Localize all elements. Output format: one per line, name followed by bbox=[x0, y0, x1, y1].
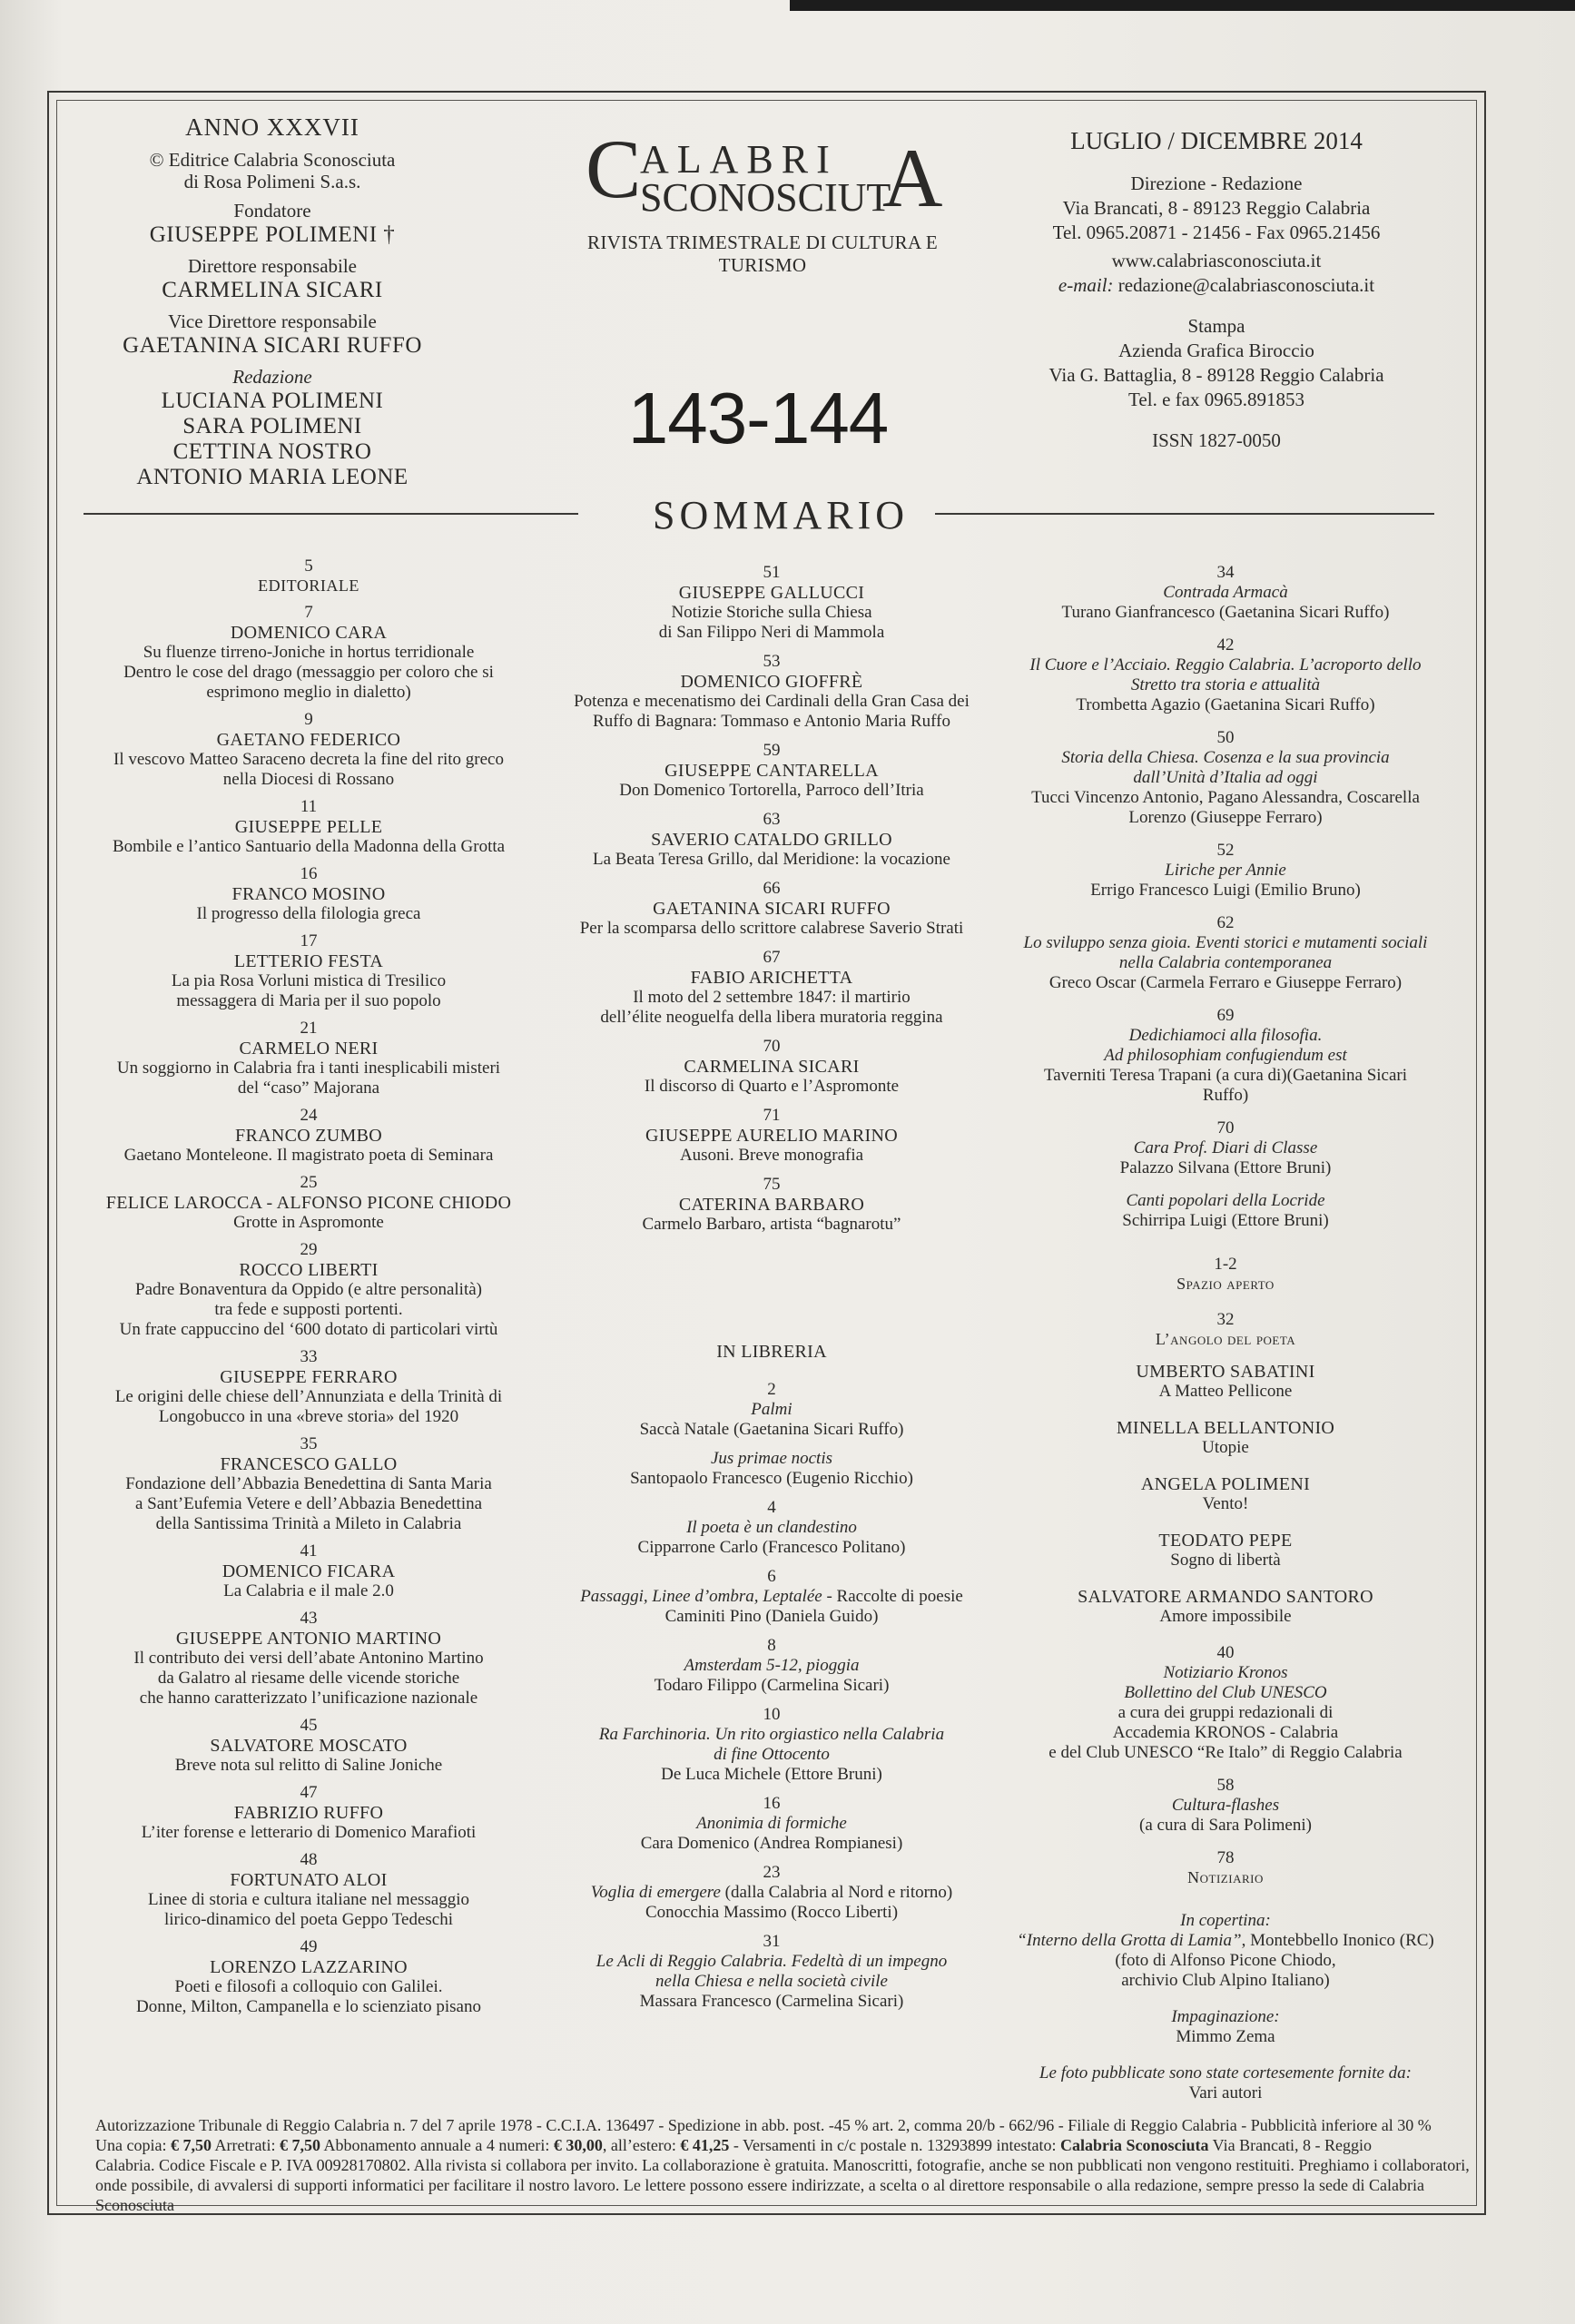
book-title-line bbox=[536, 1814, 1008, 1834]
article-title: Don Domenico Tortorella, Parroco dell’Itria bbox=[619, 781, 924, 800]
page-number: 53 bbox=[763, 652, 781, 671]
layout-credit bbox=[989, 2007, 1462, 2047]
article-entry bbox=[73, 931, 545, 1011]
book-title-line bbox=[536, 1400, 1008, 1420]
book-review-entry bbox=[536, 1932, 1008, 2012]
page-number: 24 bbox=[300, 1106, 318, 1125]
book-title: Le Acli di Reggio Calabria. Fedeltà di un impegno nella Chiesa e nella società civile bbox=[596, 1952, 948, 1991]
page-number: 31 bbox=[763, 1932, 781, 1951]
page-number: 63 bbox=[763, 810, 781, 829]
cover-credit bbox=[989, 1911, 1462, 1991]
printer-phone: Tel. e fax 0965.891853 bbox=[1128, 389, 1304, 410]
page-number: 78 bbox=[1216, 1848, 1235, 1867]
article-author: GIUSEPPE PELLE bbox=[234, 817, 383, 837]
section-title: L’angolo del poeta bbox=[1155, 1330, 1296, 1348]
poem-author: ANGELA POLIMENI bbox=[1140, 1474, 1311, 1494]
article-title: Il progresso della filologia greca bbox=[196, 904, 421, 923]
article-author: GAETANINA SICARI RUFFO bbox=[653, 899, 891, 919]
layout-name: Mimmo Zema bbox=[1176, 2027, 1275, 2046]
poem-title: Sogno di libertà bbox=[1170, 1551, 1281, 1570]
article-entry bbox=[73, 1173, 545, 1233]
payment-text: - Versamenti in c/c postale n. 13293899 intestato: bbox=[729, 2136, 1060, 2154]
article-title: Notizie Storiche sulla Chiesa di San Filippo Neri di Mammola bbox=[658, 603, 885, 642]
page-number: 21 bbox=[300, 1019, 318, 1038]
page-number: 51 bbox=[763, 563, 781, 582]
article-author: SAVERIO CATALDO GRILLO bbox=[651, 830, 892, 850]
book-title: Palmi bbox=[751, 1400, 792, 1419]
article-entry bbox=[73, 1850, 545, 1930]
book-review-author: Greco Oscar (Carmela Ferraro e Giuseppe Ferraro) bbox=[1048, 973, 1403, 992]
section-body: (a cura di Sara Polimeni) bbox=[1139, 1816, 1312, 1835]
book-title-line bbox=[536, 1952, 1008, 1992]
article-entry bbox=[73, 1541, 545, 1601]
poem-entry bbox=[989, 1587, 1462, 1627]
book-review-author: Palazzo Silvana (Ettore Bruni) bbox=[1119, 1158, 1332, 1177]
poem-author: MINELLA BELLANTONIO bbox=[1116, 1418, 1335, 1438]
photo-credit-label: Le foto pubblicate sono state cortesemente fornite da: bbox=[1039, 2063, 1412, 2083]
book-title: Lo sviluppo senza gioia. Eventi storici e mutamenti sociali nella Calabria contemporanea bbox=[1023, 933, 1428, 972]
book-title-line bbox=[536, 1449, 1008, 1469]
article-entry bbox=[536, 741, 1008, 801]
article-entry bbox=[73, 1783, 545, 1843]
page-number: 71 bbox=[763, 1106, 781, 1125]
book-review-author: Caminiti Pino (Daniela Guido) bbox=[664, 1607, 879, 1626]
cover-caption-title: “Interno della Grotta di Lamia” bbox=[1017, 1931, 1242, 1950]
article-author: LORENZO LAZZARINO bbox=[210, 1957, 408, 1977]
book-title: Contrada Armacà bbox=[1163, 583, 1288, 602]
article-entry bbox=[73, 1716, 545, 1776]
colophon bbox=[95, 2115, 1484, 2215]
price-single: € 7,50 bbox=[170, 2136, 212, 2154]
cover-caption-place: , Montebbello Inonico (RC) bbox=[1241, 1931, 1434, 1950]
article-entry bbox=[73, 1019, 545, 1098]
kronos-section bbox=[989, 1643, 1462, 1763]
article-entry bbox=[536, 810, 1008, 870]
article-title: Il moto del 2 settembre 1847: il martirio dell’élite neoguelfa della libera muratoria reggina bbox=[600, 988, 943, 1027]
page-number: 16 bbox=[300, 864, 318, 883]
contents-column-3 bbox=[989, 563, 1462, 2103]
book-title: Passaggi, Linee d’ombra, Leptalée bbox=[580, 1587, 822, 1606]
account-holder: Calabria Sconosciuta bbox=[1059, 2136, 1209, 2154]
page-number: 11 bbox=[300, 797, 318, 816]
book-review-entry bbox=[536, 1794, 1008, 1854]
article-author: GIUSEPPE CANTARELLA bbox=[664, 761, 879, 781]
article-author: GIUSEPPE AURELIO MARINO bbox=[645, 1126, 899, 1146]
book-review-entry bbox=[989, 635, 1462, 715]
book-title-line bbox=[536, 1725, 1008, 1765]
section-subtitle: Bollettino del Club UNESCO bbox=[1124, 1683, 1327, 1702]
page-number: 10 bbox=[763, 1705, 781, 1724]
divider-right bbox=[935, 513, 1434, 515]
article-title: Carmelo Barbaro, artista “bagnarotu” bbox=[642, 1215, 901, 1234]
poets-corner-section bbox=[989, 1310, 1462, 1349]
print-label: Stampa bbox=[1187, 315, 1245, 337]
poem-title: Amore impossibile bbox=[1159, 1607, 1292, 1626]
book-review-author: Tucci Vincenzo Antonio, Pagano Alessandra, Coscarella Lorenzo (Giuseppe Ferraro) bbox=[1031, 788, 1420, 827]
poem-entry bbox=[989, 1474, 1462, 1514]
article-title: Su fluenze tirreno-Joniche in hortus terridionale Dentro le cose del drago (messaggio per coloro che si esprimono meglio in dialetto) bbox=[123, 643, 494, 702]
page-number: 66 bbox=[763, 879, 781, 898]
page-number: 5 bbox=[304, 556, 313, 576]
book-review-entry bbox=[989, 841, 1462, 901]
article-title: Il contributo dei versi dell’abate Antonino Martino da Galatro al riesame delle vicende storiche che hanno caratterizzato l’unificazione nazionale bbox=[133, 1649, 484, 1708]
logo-letter-c: C bbox=[586, 123, 642, 215]
price-subscription: € 30,00 bbox=[553, 2136, 603, 2154]
article-title: Le origini delle chiese dell’Annunziata e della Trinità di Longobucco in una «breve storia» del 1920 bbox=[114, 1387, 503, 1426]
staff-member: LUCIANA POLIMENI bbox=[161, 389, 384, 413]
article-author: FABRIZIO RUFFO bbox=[233, 1803, 384, 1823]
book-title: Storia della Chiesa. Cosenza e la sua provincia dall’Unità d’Italia ad oggi bbox=[1061, 748, 1390, 787]
holder-address: Via Brancati, 8 - Reggio bbox=[1208, 2136, 1373, 2154]
contents-column-2 bbox=[536, 563, 1008, 1244]
page-number: 70 bbox=[1216, 1118, 1235, 1137]
price-label: Una copia: bbox=[95, 2136, 171, 2154]
photo-credit bbox=[989, 2063, 1462, 2103]
vice-director-label: Vice Direttore responsabile bbox=[168, 310, 377, 332]
director-label: Direttore responsabile bbox=[187, 255, 358, 277]
poem-author: SALVATORE ARMANDO SANTORO bbox=[1078, 1587, 1373, 1607]
book-title: Ra Farchinoria. Un rito orgiastico nella Calabria di fine Ottocento bbox=[598, 1725, 945, 1764]
article-title: Il discorso di Quarto e l’Aspromonte bbox=[644, 1077, 900, 1096]
page-number: 8 bbox=[767, 1636, 776, 1655]
page-number: 69 bbox=[1216, 1006, 1235, 1025]
book-title: Dedichiamoci alla filosofia. Ad philosophiam confugiendum est bbox=[1104, 1026, 1347, 1065]
news-section bbox=[989, 1848, 1462, 1887]
article-title: Linee di storia e cultura italiane nel messaggio lirico-dinamico del poeta Geppo Tedeschi bbox=[147, 1890, 469, 1929]
back-issue-label: Arretrati: bbox=[211, 2136, 280, 2154]
book-title: Anonimia di formiche bbox=[696, 1814, 847, 1833]
article-author: GAETANO FEDERICO bbox=[216, 730, 401, 750]
book-title-line bbox=[536, 1656, 1008, 1676]
staff-member: ANTONIO MARIA LEONE bbox=[136, 465, 409, 489]
staff-member: CETTINA NOSTRO bbox=[172, 439, 372, 464]
issn: ISSN 1827-0050 bbox=[1152, 429, 1281, 451]
article-title: L’iter forense e letterario di Domenico Marafioti bbox=[141, 1823, 477, 1842]
page-number: 48 bbox=[300, 1850, 318, 1869]
article-entry bbox=[73, 864, 545, 924]
book-review-author: Schirripa Luigi (Ettore Bruni) bbox=[1122, 1211, 1329, 1230]
page-edge-shadow bbox=[790, 0, 1575, 11]
book-review-author: Saccà Natale (Gaetanina Sicari Ruffo) bbox=[639, 1420, 904, 1439]
book-title-line bbox=[536, 1587, 1008, 1607]
article-author: SALVATORE MOSCATO bbox=[210, 1736, 408, 1756]
article-title: Per la scomparsa dello scrittore calabrese Saverio Strati bbox=[579, 919, 964, 938]
book-review-entry bbox=[536, 1863, 1008, 1923]
colophon-line-1: Autorizzazione Tribunale di Reggio Calabria n. 7 del 7 aprile 1978 - C.C.I.A. 136497 - Spedizione in abb. post. -45 % art. 2, comma 20/b - 662/96 - Filiale di Reggio Calabria - Pubblicità inferiore al 30 % bbox=[95, 2116, 1432, 2134]
book-title-suffix: (dalla Calabria al Nord e ritorno) bbox=[720, 1883, 953, 1902]
book-review-entry bbox=[536, 1449, 1008, 1489]
book-review-author: De Luca Michele (Ettore Bruni) bbox=[661, 1765, 882, 1784]
page-number: 41 bbox=[300, 1541, 318, 1561]
article-title: Ausoni. Breve monografia bbox=[679, 1146, 864, 1165]
vice-director-name: GAETANINA SICARI RUFFO bbox=[123, 333, 422, 358]
poem-entry bbox=[989, 1362, 1462, 1402]
page-number: 7 bbox=[304, 603, 313, 622]
editorial-phone: Tel. 0965.20871 - 21456 - Fax 0965.21456 bbox=[1052, 222, 1381, 243]
poem-author: TEODATO PEPE bbox=[1158, 1531, 1293, 1551]
book-title: Jus primae noctis bbox=[710, 1449, 833, 1468]
issue-date: LUGLIO / DICEMBRE 2014 bbox=[1070, 127, 1363, 154]
book-review-author: Cara Domenico (Andrea Rompianesi) bbox=[640, 1834, 903, 1853]
page-number: 40 bbox=[1216, 1643, 1235, 1662]
article-entry bbox=[73, 1240, 545, 1340]
article-author: CATERINA BARBARO bbox=[678, 1195, 865, 1215]
article-entry bbox=[73, 603, 545, 703]
article-title: Poeti e filosofi a colloquio con Galilei. Donne, Milton, Campanella e lo scienziato pisano bbox=[136, 1977, 481, 2016]
book-title: Voglia di emergere bbox=[590, 1883, 721, 1902]
book-review-entry bbox=[989, 913, 1462, 993]
publisher-line-1: © Editrice Calabria Sconosciuta bbox=[149, 149, 396, 171]
poem-title: Utopie bbox=[1202, 1438, 1249, 1457]
article-title: Un soggiorno in Calabria fra i tanti inesplicabili misteri del “caso” Majorana bbox=[116, 1059, 501, 1098]
book-title-line bbox=[536, 1883, 1008, 1903]
staff-member: SARA POLIMENI bbox=[182, 414, 362, 438]
article-title: Padre Bonaventura da Oppido (e altre personalità) tra fede e supposti portenti. Un frate cappuccino del ‘600 dotato di particolari virtù bbox=[119, 1280, 498, 1339]
page-number: 1-2 bbox=[1214, 1255, 1237, 1274]
article-entry bbox=[536, 879, 1008, 939]
poem-entry bbox=[989, 1418, 1462, 1458]
founder-name: GIUSEPPE POLIMENI † bbox=[149, 222, 396, 247]
magazine-logo bbox=[563, 123, 971, 245]
article-author: GIUSEPPE GALLUCCI bbox=[678, 583, 865, 603]
article-author: FABIO ARICHETTA bbox=[690, 968, 853, 988]
layout-label: Impaginazione: bbox=[1171, 2007, 1280, 2026]
article-author: CARMELO NERI bbox=[239, 1039, 379, 1059]
logo-word-sconosciut: SCONOSCIUT bbox=[640, 175, 891, 220]
books-column bbox=[536, 1380, 1008, 2021]
book-review-author: Massara Francesco (Carmelina Sicari) bbox=[639, 1992, 904, 2011]
logo-word-alabri: ALABRI bbox=[640, 137, 838, 182]
volume-year: ANNO XXXVII bbox=[185, 113, 359, 141]
article-author: DOMENICO CARA bbox=[230, 623, 388, 643]
divider-left bbox=[84, 513, 578, 515]
price-back-issue: € 7,50 bbox=[279, 2136, 320, 2154]
article-title: Il vescovo Matteo Saraceno decreta la fine del rito greco nella Diocesi di Rossano bbox=[113, 750, 504, 789]
book-review-author: Taverniti Teresa Trapani (a cura di)(Gaetanina Sicari Ruffo) bbox=[1043, 1066, 1408, 1105]
book-review-entry bbox=[536, 1705, 1008, 1785]
article-entry bbox=[536, 948, 1008, 1028]
colophon-line-2 bbox=[95, 2135, 1484, 2155]
poem-author: UMBERTO SABATINI bbox=[1136, 1362, 1315, 1382]
page-number: 6 bbox=[767, 1567, 776, 1586]
section-body: a cura dei gruppi redazionali di Accademia KRONOS - Calabria e del Club UNESCO “Re Italo” di Reggio Calabria bbox=[1048, 1703, 1403, 1762]
subscription-label: Abbonamento annuale a 4 numeri: bbox=[320, 2136, 554, 2154]
book-review-entry bbox=[989, 1118, 1462, 1178]
book-review-entry bbox=[536, 1380, 1008, 1440]
article-author: FELICE LAROCCA - ALFONSO PICONE CHIODO bbox=[105, 1193, 512, 1213]
cover-caption bbox=[989, 1931, 1462, 1951]
page-number: 75 bbox=[763, 1175, 781, 1194]
book-review-author: Todaro Filippo (Carmelina Sicari) bbox=[654, 1676, 890, 1695]
book-review-entry bbox=[536, 1498, 1008, 1558]
masthead-left bbox=[82, 113, 463, 490]
book-review-author: Cipparrone Carlo (Francesco Politano) bbox=[637, 1538, 906, 1557]
open-space-section bbox=[989, 1255, 1462, 1294]
flashes-section bbox=[989, 1776, 1462, 1836]
section-title: EDITORIALE bbox=[258, 576, 359, 595]
book-review-entry bbox=[989, 1006, 1462, 1106]
poem-title: Vento! bbox=[1202, 1494, 1249, 1513]
article-author: DOMENICO GIOFFRÈ bbox=[680, 672, 863, 692]
page-number: 32 bbox=[1216, 1310, 1235, 1329]
article-entry bbox=[536, 563, 1008, 643]
article-title: Grotte in Aspromonte bbox=[233, 1213, 384, 1232]
article-title: Gaetano Monteleone. Il magistrato poeta di Seminara bbox=[123, 1146, 494, 1165]
cover-label: In copertina: bbox=[1180, 1911, 1271, 1930]
article-entry bbox=[536, 1037, 1008, 1097]
book-review-author: Trombetta Agazio (Gaetanina Sicari Ruffo) bbox=[1076, 695, 1375, 714]
book-review-author: Errigo Francesco Luigi (Emilio Bruno) bbox=[1090, 881, 1361, 900]
masthead-right bbox=[1035, 127, 1398, 453]
photo-credit-name: Vari autori bbox=[1188, 2083, 1263, 2102]
article-entry bbox=[73, 1937, 545, 2017]
page-number: 23 bbox=[763, 1863, 781, 1882]
book-review-entry bbox=[536, 1567, 1008, 1627]
page-number: 34 bbox=[1216, 563, 1235, 582]
article-title: La Beata Teresa Grillo, dal Meridione: la vocazione bbox=[593, 850, 950, 869]
page-number: 25 bbox=[300, 1173, 318, 1192]
article-author: CARMELINA SICARI bbox=[684, 1057, 860, 1077]
article-title: La pia Rosa Vorluni mistica di Tresilico messaggera di Maria per il suo popolo bbox=[171, 971, 447, 1010]
page-number: 35 bbox=[300, 1434, 318, 1453]
page-number: 43 bbox=[300, 1609, 318, 1628]
book-review-entry bbox=[989, 563, 1462, 623]
page-number: 70 bbox=[763, 1037, 781, 1056]
book-review-author: Santopaolo Francesco (Eugenio Ricchio) bbox=[630, 1469, 913, 1488]
printer-name: Azienda Grafica Biroccio bbox=[1118, 340, 1314, 361]
page-number: 62 bbox=[1216, 913, 1235, 932]
article-entry bbox=[73, 556, 545, 596]
logo-letter-a: A bbox=[882, 132, 943, 224]
book-title: Cara Prof. Diari di Classe bbox=[1133, 1138, 1318, 1157]
book-title: Il Cuore e l’Acciaio. Reggio Calabria. L’acroporto dello Stretto tra storia e attualità bbox=[1029, 655, 1422, 694]
page-number: 49 bbox=[300, 1937, 318, 1956]
page-number: 59 bbox=[763, 741, 781, 760]
printer-address: Via G. Battaglia, 8 - 89128 Reggio Calabria bbox=[1048, 364, 1384, 386]
books-section-heading bbox=[536, 1342, 1008, 1362]
page-number: 58 bbox=[1216, 1776, 1235, 1795]
publisher-line-2: di Rosa Polimeni S.a.s. bbox=[183, 171, 361, 192]
page-number: 9 bbox=[304, 710, 313, 729]
email-line bbox=[1035, 273, 1398, 298]
article-author: FRANCO MOSINO bbox=[231, 884, 386, 904]
book-title: Canti popolari della Locride bbox=[1126, 1191, 1325, 1210]
abroad-label: , all’estero: bbox=[602, 2136, 681, 2154]
book-review-author: Turano Gianfrancesco (Gaetanina Sicari Ruffo) bbox=[1061, 603, 1390, 622]
page-number: 45 bbox=[300, 1716, 318, 1735]
page-number: 4 bbox=[767, 1498, 776, 1517]
contents-column-1 bbox=[73, 556, 545, 2024]
article-entry bbox=[73, 710, 545, 790]
article-title: Fondazione dell’Abbazia Benedettina di Santa Maria a Sant’Eufemia Vetere e dell’Abbazia Benedettina della Santissima Trinità a Mileto in Calabria bbox=[125, 1474, 492, 1533]
editorial-label: Direzione - Redazione bbox=[1130, 172, 1303, 194]
article-entry bbox=[73, 1347, 545, 1427]
book-title-suffix: - Raccolte di poesie bbox=[822, 1587, 963, 1606]
page-number: 47 bbox=[300, 1783, 318, 1802]
colophon-line-4: onde possibile, di avvalersi di supporti informatici per facilitare il nostro lavoro. Le lettere possono essere indirizzate, a scelta o al direttore responsabile o alla redazione, sempre presso la sede di Calabria Sconosciuta bbox=[95, 2176, 1424, 2214]
book-title: Liriche per Annie bbox=[1165, 861, 1286, 880]
page-number: 67 bbox=[763, 948, 781, 967]
section-title: Spazio aperto bbox=[1176, 1275, 1275, 1293]
article-author: ROCCO LIBERTI bbox=[239, 1260, 379, 1280]
page-number: 29 bbox=[300, 1240, 318, 1259]
email-address: redazione@calabriasconosciuta.it bbox=[1117, 274, 1375, 296]
article-entry bbox=[536, 652, 1008, 732]
page-number: 2 bbox=[767, 1380, 776, 1399]
staff-label: Redazione bbox=[232, 366, 312, 388]
cover-photo-credit: (foto di Alfonso Picone Chiodo, archivio Club Alpino Italiano) bbox=[1115, 1951, 1336, 1990]
magazine-subtitle: RIVISTA TRIMESTRALE DI CULTURA E TURISMO bbox=[587, 231, 938, 276]
book-review-entry bbox=[536, 1636, 1008, 1696]
issue-number: 143-144 bbox=[627, 378, 889, 458]
article-author: DOMENICO FICARA bbox=[221, 1561, 396, 1581]
article-title: Breve nota sul relitto di Saline Joniche bbox=[174, 1756, 443, 1775]
article-entry bbox=[73, 1106, 545, 1166]
book-review-entry bbox=[989, 1191, 1462, 1231]
poem-title: A Matteo Pellicone bbox=[1158, 1382, 1293, 1401]
books-heading: IN LIBRERIA bbox=[716, 1342, 827, 1362]
article-author: LETTERIO FESTA bbox=[233, 951, 384, 971]
article-entry bbox=[73, 1434, 545, 1534]
email-label: e-mail: bbox=[1058, 274, 1114, 296]
article-author: GIUSEPPE FERRARO bbox=[220, 1367, 398, 1387]
page-number: 33 bbox=[300, 1347, 318, 1366]
article-author: FRANCO ZUMBO bbox=[235, 1126, 382, 1146]
book-review-entry bbox=[989, 728, 1462, 828]
article-author: FRANCESCO GALLO bbox=[220, 1454, 398, 1474]
price-abroad: € 41,25 bbox=[680, 2136, 730, 2154]
colophon-line-3: Calabria. Codice Fiscale e P. IVA 00928170802. Alla rivista si collabora per invito. La collaborazione è gratuita. Manoscritti, fotografie, anche se non pubblicati non vengono restituiti. Preghiamo i collaboratori, bbox=[95, 2156, 1470, 2174]
section-title: Notiziario Kronos bbox=[1163, 1663, 1288, 1682]
section-title: Cultura-flashes bbox=[1171, 1796, 1280, 1815]
article-title: Bombile e l’antico Santuario della Madonna della Grotta bbox=[112, 837, 506, 856]
page-number: 50 bbox=[1216, 728, 1235, 747]
page-number: 17 bbox=[300, 931, 318, 950]
article-entry bbox=[536, 1175, 1008, 1235]
article-author: FORTUNATO ALOI bbox=[230, 1870, 388, 1890]
section-title: Notiziario bbox=[1187, 1868, 1264, 1886]
book-review-author: Conocchia Massimo (Rocco Liberti) bbox=[645, 1903, 899, 1922]
article-title: La Calabria e il male 2.0 bbox=[223, 1581, 394, 1600]
book-title-line bbox=[536, 1518, 1008, 1538]
page-number: 42 bbox=[1216, 635, 1235, 655]
editorial-address: Via Brancati, 8 - 89123 Reggio Calabria bbox=[1062, 197, 1371, 219]
article-author: GIUSEPPE ANTONIO MARTINO bbox=[175, 1629, 442, 1649]
article-entry bbox=[73, 797, 545, 857]
page-number: 52 bbox=[1216, 841, 1235, 860]
page-number: 16 bbox=[763, 1794, 781, 1813]
contents-heading: SOMMARIO bbox=[652, 493, 910, 537]
book-title: Il poeta è un clandestino bbox=[686, 1518, 857, 1537]
book-title: Amsterdam 5-12, pioggia bbox=[684, 1656, 860, 1675]
founder-label: Fondatore bbox=[233, 200, 311, 222]
poem-entry bbox=[989, 1531, 1462, 1571]
article-entry bbox=[73, 1609, 545, 1709]
website: www.calabriasconosciuta.it bbox=[1111, 250, 1322, 271]
director-name: CARMELINA SICARI bbox=[162, 278, 383, 302]
article-entry bbox=[536, 1106, 1008, 1166]
article-title: Potenza e mecenatismo dei Cardinali della Gran Casa dei Ruffo di Bagnara: Tommaso e Antonio Maria Ruffo bbox=[574, 692, 970, 731]
